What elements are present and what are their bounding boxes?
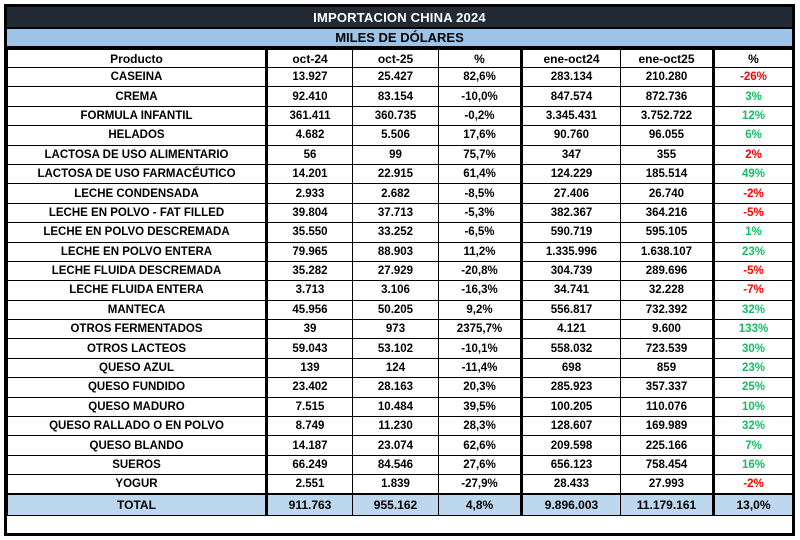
product-cell: HELADOS [8, 126, 267, 145]
table-subtitle-band [7, 29, 792, 49]
value-cell: 210.280 [621, 68, 714, 87]
value-cell: 9.600 [621, 320, 714, 339]
value-cell: 82,6% [439, 68, 522, 87]
value-cell: 590.719 [522, 223, 621, 242]
yoy-pct-cell: 2% [714, 145, 793, 164]
value-cell: 28.433 [522, 475, 621, 494]
yoy-pct-cell: 25% [714, 378, 793, 397]
value-cell: 14.201 [267, 164, 353, 183]
product-cell: LECHE EN POLVO - FAT FILLED [8, 203, 267, 222]
value-cell: 37.713 [353, 203, 439, 222]
product-cell: CREMA [8, 87, 267, 106]
yoy-pct-cell: 30% [714, 339, 793, 358]
header-oct25: oct-25 [353, 50, 439, 68]
value-cell: 83.154 [353, 87, 439, 106]
value-cell: 656.123 [522, 455, 621, 474]
yoy-pct-cell: 12% [714, 106, 793, 125]
yoy-pct-cell: 32% [714, 300, 793, 319]
value-cell: 53.102 [353, 339, 439, 358]
header-producto: Producto [8, 50, 267, 68]
total-label: TOTAL [8, 494, 267, 515]
value-cell: 285.923 [522, 378, 621, 397]
value-cell: 973 [353, 320, 439, 339]
yoy-pct-cell: 49% [714, 164, 793, 183]
table-row [8, 455, 793, 474]
value-cell: 364.216 [621, 203, 714, 222]
value-cell: 28.163 [353, 378, 439, 397]
value-cell: -0,2% [439, 106, 522, 125]
value-cell: 62,6% [439, 436, 522, 455]
table-row [8, 417, 793, 436]
value-cell: 90.760 [522, 126, 621, 145]
product-cell: QUESO AZUL [8, 358, 267, 377]
value-cell: 99 [353, 145, 439, 164]
value-cell: -10,1% [439, 339, 522, 358]
value-cell: 110.076 [621, 397, 714, 416]
value-cell: 7.515 [267, 397, 353, 416]
total-row [8, 494, 793, 515]
value-cell: 758.454 [621, 455, 714, 474]
value-cell: 124 [353, 358, 439, 377]
table-row [8, 358, 793, 377]
value-cell: 34.741 [522, 281, 621, 300]
product-cell: LECHE EN POLVO ENTERA [8, 242, 267, 261]
value-cell: 25.427 [353, 68, 439, 87]
value-cell: -8,5% [439, 184, 522, 203]
value-cell: 92.410 [267, 87, 353, 106]
value-cell: 209.598 [522, 436, 621, 455]
value-cell: -11,4% [439, 358, 522, 377]
table-row [8, 339, 793, 358]
value-cell: 88.903 [353, 242, 439, 261]
value-cell: -27,9% [439, 475, 522, 494]
yoy-pct-cell: 16% [714, 455, 793, 474]
yoy-pct-cell: -5% [714, 261, 793, 280]
table-row [8, 223, 793, 242]
table-row [8, 106, 793, 125]
value-cell: 23.402 [267, 378, 353, 397]
table-row [8, 378, 793, 397]
value-cell: 33.252 [353, 223, 439, 242]
value-cell: 124.229 [522, 164, 621, 183]
value-cell: 556.817 [522, 300, 621, 319]
value-cell: 75,7% [439, 145, 522, 164]
table-row [8, 164, 793, 183]
table-row [8, 436, 793, 455]
product-cell: OTROS LACTEOS [8, 339, 267, 358]
value-cell: -6,5% [439, 223, 522, 242]
value-cell: 8.749 [267, 417, 353, 436]
product-cell: LECHE CONDENSADA [8, 184, 267, 203]
value-cell: 32.228 [621, 281, 714, 300]
value-cell: 595.105 [621, 223, 714, 242]
value-cell: 4.682 [267, 126, 353, 145]
table-title-band [7, 7, 792, 29]
product-cell: QUESO FUNDIDO [8, 378, 267, 397]
value-cell: 872.736 [621, 87, 714, 106]
value-cell: 4.121 [522, 320, 621, 339]
value-cell: 1.638.107 [621, 242, 714, 261]
yoy-pct-cell: -5% [714, 203, 793, 222]
table-row [8, 320, 793, 339]
import-table-sheet [4, 4, 795, 536]
value-cell: 100.205 [522, 397, 621, 416]
table-subtitle: MILES DE DÓLARES [335, 30, 464, 45]
product-cell: OTROS FERMENTADOS [8, 320, 267, 339]
total-eneoct24: 9.896.003 [522, 494, 621, 515]
yoy-pct-cell: 7% [714, 436, 793, 455]
yoy-pct-cell: 10% [714, 397, 793, 416]
value-cell: 35.550 [267, 223, 353, 242]
value-cell: 39.804 [267, 203, 353, 222]
value-cell: 3.713 [267, 281, 353, 300]
yoy-pct-cell: -26% [714, 68, 793, 87]
table-row [8, 126, 793, 145]
value-cell: 185.514 [621, 164, 714, 183]
value-cell: 59.043 [267, 339, 353, 358]
value-cell: 61,4% [439, 164, 522, 183]
value-cell: 3.345.431 [522, 106, 621, 125]
product-cell: SUEROS [8, 455, 267, 474]
total-oct25: 955.162 [353, 494, 439, 515]
value-cell: -16,3% [439, 281, 522, 300]
value-cell: 2.551 [267, 475, 353, 494]
value-cell: 289.696 [621, 261, 714, 280]
value-cell: 5.506 [353, 126, 439, 145]
header-eneoct24: ene-oct24 [522, 50, 621, 68]
value-cell: 11,2% [439, 242, 522, 261]
value-cell: 304.739 [522, 261, 621, 280]
value-cell: 225.166 [621, 436, 714, 455]
yoy-pct-cell: 32% [714, 417, 793, 436]
value-cell: 128.607 [522, 417, 621, 436]
value-cell: 382.367 [522, 203, 621, 222]
yoy-pct-cell: 1% [714, 223, 793, 242]
product-cell: YOGUR [8, 475, 267, 494]
value-cell: 28,3% [439, 417, 522, 436]
value-cell: 2.933 [267, 184, 353, 203]
product-cell: LECHE EN POLVO DESCREMADA [8, 223, 267, 242]
value-cell: 2.682 [353, 184, 439, 203]
value-cell: 9,2% [439, 300, 522, 319]
value-cell: 732.392 [621, 300, 714, 319]
yoy-pct-cell: 23% [714, 358, 793, 377]
value-cell: 859 [621, 358, 714, 377]
value-cell: 56 [267, 145, 353, 164]
product-cell: QUESO MADURO [8, 397, 267, 416]
value-cell: 79.965 [267, 242, 353, 261]
table-row [8, 397, 793, 416]
value-cell: 35.282 [267, 261, 353, 280]
value-cell: 361.411 [267, 106, 353, 125]
value-cell: 23.074 [353, 436, 439, 455]
value-cell: 347 [522, 145, 621, 164]
value-cell: 20,3% [439, 378, 522, 397]
value-cell: 14.187 [267, 436, 353, 455]
total-eneoct25: 11.179.161 [621, 494, 714, 515]
value-cell: 39,5% [439, 397, 522, 416]
value-cell: 66.249 [267, 455, 353, 474]
value-cell: 17,6% [439, 126, 522, 145]
total-pct-month: 4,8% [439, 494, 522, 515]
header-row [8, 50, 793, 68]
total-oct24: 911.763 [267, 494, 353, 515]
value-cell: 2375,7% [439, 320, 522, 339]
table-row [8, 261, 793, 280]
value-cell: 723.539 [621, 339, 714, 358]
value-cell: 13.927 [267, 68, 353, 87]
value-cell: 27.929 [353, 261, 439, 280]
value-cell: 847.574 [522, 87, 621, 106]
value-cell: 84.546 [353, 455, 439, 474]
table-row [8, 145, 793, 164]
table-row [8, 475, 793, 494]
import-data-table [7, 49, 793, 516]
value-cell: 1.839 [353, 475, 439, 494]
value-cell: 360.735 [353, 106, 439, 125]
value-cell: 169.989 [621, 417, 714, 436]
yoy-pct-cell: 133% [714, 320, 793, 339]
value-cell: 355 [621, 145, 714, 164]
value-cell: 558.032 [522, 339, 621, 358]
value-cell: -10,0% [439, 87, 522, 106]
header-pct-month: % [439, 50, 522, 68]
table-body [8, 68, 793, 495]
value-cell: 3.752.722 [621, 106, 714, 125]
value-cell: 27.993 [621, 475, 714, 494]
table-row [8, 281, 793, 300]
product-cell: LECHE FLUIDA ENTERA [8, 281, 267, 300]
product-cell: CASEINA [8, 68, 267, 87]
yoy-pct-cell: 6% [714, 126, 793, 145]
table-row [8, 242, 793, 261]
value-cell: 22.915 [353, 164, 439, 183]
value-cell: 3.106 [353, 281, 439, 300]
value-cell: 39 [267, 320, 353, 339]
value-cell: 357.337 [621, 378, 714, 397]
product-cell: QUESO RALLADO O EN POLVO [8, 417, 267, 436]
table-row [8, 300, 793, 319]
value-cell: 96.055 [621, 126, 714, 145]
table-row [8, 203, 793, 222]
table-row [8, 68, 793, 87]
product-cell: LACTOSA DE USO FARMACÉUTICO [8, 164, 267, 183]
product-cell: FORMULA INFANTIL [8, 106, 267, 125]
yoy-pct-cell: 3% [714, 87, 793, 106]
yoy-pct-cell: -7% [714, 281, 793, 300]
value-cell: 26.740 [621, 184, 714, 203]
value-cell: 1.335.996 [522, 242, 621, 261]
value-cell: 50.205 [353, 300, 439, 319]
product-cell: MANTECA [8, 300, 267, 319]
table-row [8, 184, 793, 203]
value-cell: 283.134 [522, 68, 621, 87]
product-cell: LECHE FLUIDA DESCREMADA [8, 261, 267, 280]
value-cell: 698 [522, 358, 621, 377]
value-cell: 27.406 [522, 184, 621, 203]
value-cell: 45.956 [267, 300, 353, 319]
value-cell: 10.484 [353, 397, 439, 416]
value-cell: 11.230 [353, 417, 439, 436]
header-oct24: oct-24 [267, 50, 353, 68]
table-row [8, 87, 793, 106]
header-eneoct25: ene-oct25 [621, 50, 714, 68]
value-cell: 27,6% [439, 455, 522, 474]
table-title: IMPORTACION CHINA 2024 [313, 9, 486, 25]
value-cell: 139 [267, 358, 353, 377]
product-cell: LACTOSA DE USO ALIMENTARIO [8, 145, 267, 164]
total-pct-ytd: 13,0% [714, 494, 793, 515]
value-cell: -20,8% [439, 261, 522, 280]
value-cell: -5,3% [439, 203, 522, 222]
header-pct-ytd: % [714, 50, 793, 68]
yoy-pct-cell: -2% [714, 184, 793, 203]
yoy-pct-cell: -2% [714, 475, 793, 494]
yoy-pct-cell: 23% [714, 242, 793, 261]
product-cell: QUESO BLANDO [8, 436, 267, 455]
